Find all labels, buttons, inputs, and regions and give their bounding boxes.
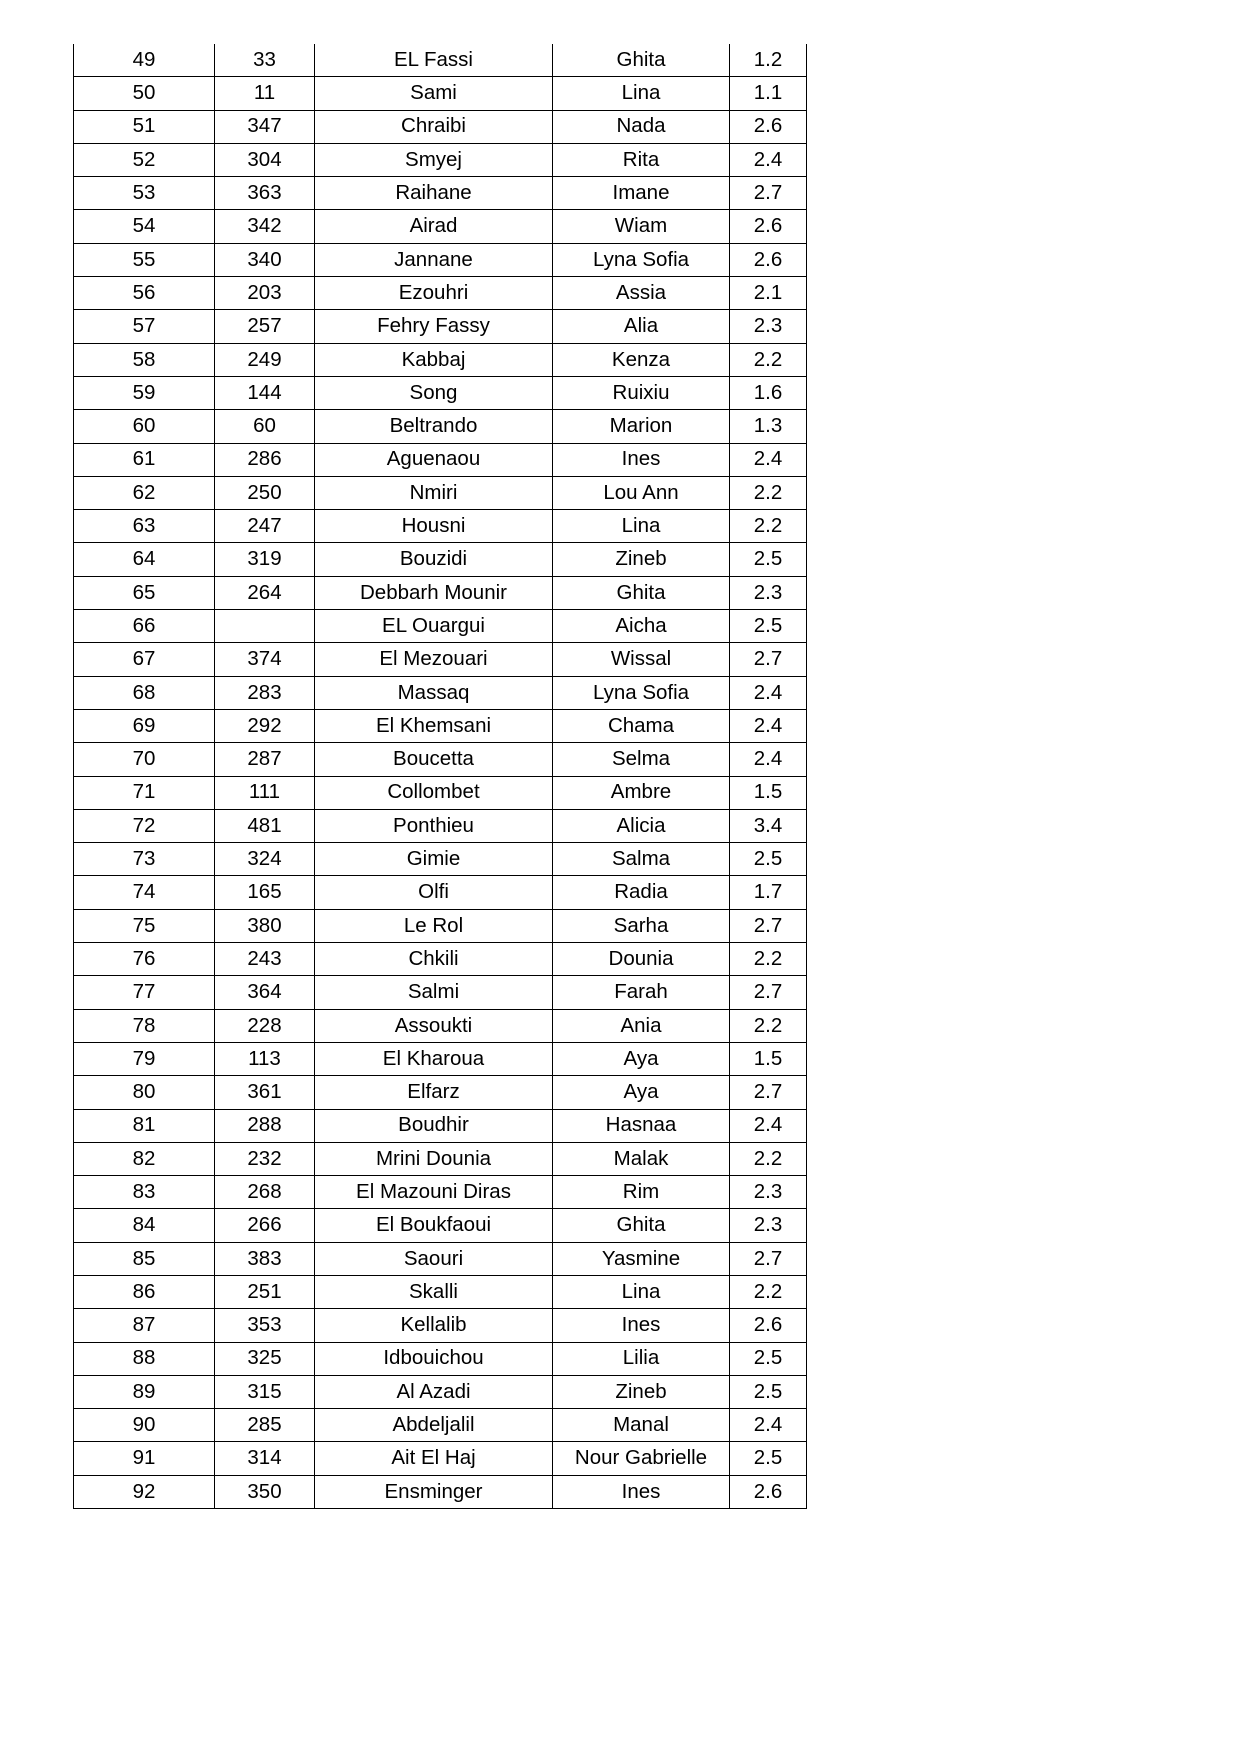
table-row — [74, 1142, 807, 1175]
score-cell: 2.6 — [730, 1309, 807, 1342]
row-number-cell: 49 — [74, 44, 215, 77]
first-name-cell: Aicha — [553, 610, 730, 643]
first-name-cell: Lou Ann — [553, 476, 730, 509]
table-row — [74, 310, 807, 343]
first-name-cell: Rim — [553, 1176, 730, 1209]
score-cell: 2.2 — [730, 510, 807, 543]
id-cell: 304 — [215, 143, 315, 176]
last-name-cell: Abdeljalil — [315, 1409, 553, 1442]
score-cell: 2.3 — [730, 576, 807, 609]
score-cell: 1.5 — [730, 776, 807, 809]
last-name-cell: El Mezouari — [315, 643, 553, 676]
last-name-cell: Al Azadi — [315, 1375, 553, 1408]
last-name-cell: Massaq — [315, 676, 553, 709]
table-row — [74, 776, 807, 809]
id-cell: 363 — [215, 177, 315, 210]
score-cell: 2.4 — [730, 1109, 807, 1142]
table-row — [74, 210, 807, 243]
row-number-cell: 52 — [74, 143, 215, 176]
row-number-cell: 50 — [74, 77, 215, 110]
row-number-cell: 51 — [74, 110, 215, 143]
id-cell: 288 — [215, 1109, 315, 1142]
last-name-cell: Sami — [315, 77, 553, 110]
table-row — [74, 243, 807, 276]
table-row — [74, 277, 807, 310]
last-name-cell: Idbouichou — [315, 1342, 553, 1375]
table-row — [74, 1209, 807, 1242]
results-table-body — [74, 44, 807, 1509]
first-name-cell: Marion — [553, 410, 730, 443]
table-row — [74, 843, 807, 876]
table-row — [74, 376, 807, 409]
last-name-cell: Boucetta — [315, 743, 553, 776]
score-cell: 2.5 — [730, 1442, 807, 1475]
first-name-cell: Ghita — [553, 576, 730, 609]
table-row — [74, 177, 807, 210]
id-cell: 249 — [215, 343, 315, 376]
table-row — [74, 709, 807, 742]
score-cell: 2.2 — [730, 1275, 807, 1308]
table-row — [74, 1176, 807, 1209]
table-row — [74, 1409, 807, 1442]
first-name-cell: Nada — [553, 110, 730, 143]
score-cell: 2.2 — [730, 1009, 807, 1042]
row-number-cell: 78 — [74, 1009, 215, 1042]
first-name-cell: Ines — [553, 1475, 730, 1508]
last-name-cell: El Kharoua — [315, 1042, 553, 1075]
last-name-cell: Skalli — [315, 1275, 553, 1308]
first-name-cell: Salma — [553, 843, 730, 876]
table-row — [74, 443, 807, 476]
first-name-cell: Lina — [553, 77, 730, 110]
last-name-cell: Olfi — [315, 876, 553, 909]
first-name-cell: Zineb — [553, 1375, 730, 1408]
last-name-cell: Ait El Haj — [315, 1442, 553, 1475]
row-number-cell: 56 — [74, 277, 215, 310]
table-row — [74, 1109, 807, 1142]
score-cell: 2.7 — [730, 177, 807, 210]
score-cell: 2.4 — [730, 743, 807, 776]
score-cell: 2.3 — [730, 1209, 807, 1242]
table-row — [74, 943, 807, 976]
row-number-cell: 92 — [74, 1475, 215, 1508]
id-cell: 247 — [215, 510, 315, 543]
first-name-cell: Radia — [553, 876, 730, 909]
last-name-cell: EL Fassi — [315, 44, 553, 77]
first-name-cell: Aya — [553, 1076, 730, 1109]
row-number-cell: 63 — [74, 510, 215, 543]
table-row — [74, 110, 807, 143]
first-name-cell: Wiam — [553, 210, 730, 243]
id-cell: 264 — [215, 576, 315, 609]
score-cell: 1.5 — [730, 1042, 807, 1075]
first-name-cell: Yasmine — [553, 1242, 730, 1275]
last-name-cell: Ponthieu — [315, 809, 553, 842]
score-cell: 1.1 — [730, 77, 807, 110]
first-name-cell: Dounia — [553, 943, 730, 976]
table-row — [74, 77, 807, 110]
id-cell: 11 — [215, 77, 315, 110]
first-name-cell: Wissal — [553, 643, 730, 676]
last-name-cell: Fehry Fassy — [315, 310, 553, 343]
id-cell: 364 — [215, 976, 315, 1009]
row-number-cell: 70 — [74, 743, 215, 776]
table-row — [74, 510, 807, 543]
first-name-cell: Zineb — [553, 543, 730, 576]
last-name-cell: Beltrando — [315, 410, 553, 443]
id-cell: 113 — [215, 1042, 315, 1075]
row-number-cell: 65 — [74, 576, 215, 609]
table-row — [74, 576, 807, 609]
last-name-cell: Chkili — [315, 943, 553, 976]
id-cell: 33 — [215, 44, 315, 77]
first-name-cell: Rita — [553, 143, 730, 176]
last-name-cell: Smyej — [315, 143, 553, 176]
row-number-cell: 62 — [74, 476, 215, 509]
row-number-cell: 68 — [74, 676, 215, 709]
first-name-cell: Lyna Sofia — [553, 676, 730, 709]
first-name-cell: Ghita — [553, 44, 730, 77]
last-name-cell: Housni — [315, 510, 553, 543]
score-cell: 2.5 — [730, 1342, 807, 1375]
row-number-cell: 89 — [74, 1375, 215, 1408]
first-name-cell: Manal — [553, 1409, 730, 1442]
score-cell: 1.7 — [730, 876, 807, 909]
score-cell: 2.7 — [730, 643, 807, 676]
id-cell: 347 — [215, 110, 315, 143]
last-name-cell: Le Rol — [315, 909, 553, 942]
row-number-cell: 67 — [74, 643, 215, 676]
score-cell: 1.6 — [730, 376, 807, 409]
row-number-cell: 80 — [74, 1076, 215, 1109]
table-row — [74, 1342, 807, 1375]
score-cell: 2.6 — [730, 110, 807, 143]
row-number-cell: 76 — [74, 943, 215, 976]
row-number-cell: 71 — [74, 776, 215, 809]
row-number-cell: 85 — [74, 1242, 215, 1275]
row-number-cell: 60 — [74, 410, 215, 443]
row-number-cell: 84 — [74, 1209, 215, 1242]
table-row — [74, 809, 807, 842]
row-number-cell: 86 — [74, 1275, 215, 1308]
id-cell: 315 — [215, 1375, 315, 1408]
last-name-cell: El Mazouni Diras — [315, 1176, 553, 1209]
table-row — [74, 476, 807, 509]
last-name-cell: Gimie — [315, 843, 553, 876]
score-cell: 2.7 — [730, 1242, 807, 1275]
row-number-cell: 77 — [74, 976, 215, 1009]
row-number-cell: 54 — [74, 210, 215, 243]
score-cell: 2.4 — [730, 676, 807, 709]
first-name-cell: Assia — [553, 277, 730, 310]
table-row — [74, 143, 807, 176]
first-name-cell: Hasnaa — [553, 1109, 730, 1142]
row-number-cell: 57 — [74, 310, 215, 343]
id-cell: 286 — [215, 443, 315, 476]
last-name-cell: Nmiri — [315, 476, 553, 509]
score-cell: 3.4 — [730, 809, 807, 842]
last-name-cell: Bouzidi — [315, 543, 553, 576]
row-number-cell: 66 — [74, 610, 215, 643]
last-name-cell: Kellalib — [315, 1309, 553, 1342]
id-cell: 361 — [215, 1076, 315, 1109]
table-row — [74, 1242, 807, 1275]
id-cell: 165 — [215, 876, 315, 909]
first-name-cell: Lyna Sofia — [553, 243, 730, 276]
table-row — [74, 343, 807, 376]
table-row — [74, 610, 807, 643]
id-cell: 243 — [215, 943, 315, 976]
id-cell: 481 — [215, 809, 315, 842]
first-name-cell: Alia — [553, 310, 730, 343]
id-cell: 285 — [215, 1409, 315, 1442]
id-cell: 60 — [215, 410, 315, 443]
table-row — [74, 909, 807, 942]
row-number-cell: 87 — [74, 1309, 215, 1342]
score-cell: 2.6 — [730, 210, 807, 243]
row-number-cell: 73 — [74, 843, 215, 876]
last-name-cell: Ezouhri — [315, 277, 553, 310]
table-row — [74, 1275, 807, 1308]
last-name-cell: Salmi — [315, 976, 553, 1009]
score-cell: 2.3 — [730, 1176, 807, 1209]
row-number-cell: 83 — [74, 1176, 215, 1209]
last-name-cell: Jannane — [315, 243, 553, 276]
first-name-cell: Lilia — [553, 1342, 730, 1375]
last-name-cell: Ensminger — [315, 1475, 553, 1508]
last-name-cell: Song — [315, 376, 553, 409]
first-name-cell: Nour Gabrielle — [553, 1442, 730, 1475]
id-cell: 250 — [215, 476, 315, 509]
row-number-cell: 55 — [74, 243, 215, 276]
table-row — [74, 976, 807, 1009]
table-row — [74, 643, 807, 676]
table-row — [74, 743, 807, 776]
table-row — [74, 1009, 807, 1042]
score-cell: 2.7 — [730, 1076, 807, 1109]
last-name-cell: Airad — [315, 210, 553, 243]
score-cell: 2.5 — [730, 1375, 807, 1408]
score-cell: 2.5 — [730, 543, 807, 576]
table-row — [74, 1442, 807, 1475]
first-name-cell: Imane — [553, 177, 730, 210]
id-cell: 380 — [215, 909, 315, 942]
id-cell — [215, 610, 315, 643]
last-name-cell: Raihane — [315, 177, 553, 210]
row-number-cell: 88 — [74, 1342, 215, 1375]
score-cell: 2.4 — [730, 443, 807, 476]
id-cell: 287 — [215, 743, 315, 776]
id-cell: 251 — [215, 1275, 315, 1308]
first-name-cell: Ines — [553, 443, 730, 476]
row-number-cell: 61 — [74, 443, 215, 476]
id-cell: 292 — [215, 709, 315, 742]
score-cell: 2.3 — [730, 310, 807, 343]
row-number-cell: 90 — [74, 1409, 215, 1442]
first-name-cell: Lina — [553, 1275, 730, 1308]
row-number-cell: 69 — [74, 709, 215, 742]
table-row — [74, 1042, 807, 1075]
row-number-cell: 91 — [74, 1442, 215, 1475]
first-name-cell: Farah — [553, 976, 730, 1009]
id-cell: 383 — [215, 1242, 315, 1275]
last-name-cell: Chraibi — [315, 110, 553, 143]
row-number-cell: 81 — [74, 1109, 215, 1142]
id-cell: 324 — [215, 843, 315, 876]
score-cell: 2.1 — [730, 277, 807, 310]
id-cell: 266 — [215, 1209, 315, 1242]
table-row — [74, 1309, 807, 1342]
score-cell: 2.2 — [730, 476, 807, 509]
score-cell: 2.5 — [730, 843, 807, 876]
id-cell: 314 — [215, 1442, 315, 1475]
first-name-cell: Selma — [553, 743, 730, 776]
score-cell: 2.6 — [730, 1475, 807, 1508]
last-name-cell: El Boukfaoui — [315, 1209, 553, 1242]
id-cell: 319 — [215, 543, 315, 576]
last-name-cell: El Khemsani — [315, 709, 553, 742]
row-number-cell: 79 — [74, 1042, 215, 1075]
score-cell: 2.4 — [730, 143, 807, 176]
table-row — [74, 1375, 807, 1408]
table-row — [74, 676, 807, 709]
id-cell: 232 — [215, 1142, 315, 1175]
first-name-cell: Ruixiu — [553, 376, 730, 409]
row-number-cell: 72 — [74, 809, 215, 842]
id-cell: 353 — [215, 1309, 315, 1342]
last-name-cell: Kabbaj — [315, 343, 553, 376]
score-cell: 2.6 — [730, 243, 807, 276]
first-name-cell: Ghita — [553, 1209, 730, 1242]
table-row — [74, 410, 807, 443]
score-cell: 1.2 — [730, 44, 807, 77]
table-row — [74, 543, 807, 576]
first-name-cell: Lina — [553, 510, 730, 543]
first-name-cell: Ania — [553, 1009, 730, 1042]
score-cell: 2.4 — [730, 709, 807, 742]
row-number-cell: 64 — [74, 543, 215, 576]
id-cell: 342 — [215, 210, 315, 243]
last-name-cell: Collombet — [315, 776, 553, 809]
first-name-cell: Alicia — [553, 809, 730, 842]
id-cell: 228 — [215, 1009, 315, 1042]
row-number-cell: 75 — [74, 909, 215, 942]
last-name-cell: Boudhir — [315, 1109, 553, 1142]
id-cell: 268 — [215, 1176, 315, 1209]
last-name-cell: Saouri — [315, 1242, 553, 1275]
last-name-cell: Debbarh Mounir — [315, 576, 553, 609]
row-number-cell: 82 — [74, 1142, 215, 1175]
score-cell: 2.2 — [730, 1142, 807, 1175]
id-cell: 325 — [215, 1342, 315, 1375]
score-cell: 2.4 — [730, 1409, 807, 1442]
table-row — [74, 1475, 807, 1508]
id-cell: 111 — [215, 776, 315, 809]
row-number-cell: 59 — [74, 376, 215, 409]
score-cell: 2.7 — [730, 976, 807, 1009]
id-cell: 257 — [215, 310, 315, 343]
results-table — [73, 44, 807, 1509]
first-name-cell: Ines — [553, 1309, 730, 1342]
last-name-cell: Mrini Dounia — [315, 1142, 553, 1175]
score-cell: 1.3 — [730, 410, 807, 443]
first-name-cell: Kenza — [553, 343, 730, 376]
id-cell: 203 — [215, 277, 315, 310]
table-row — [74, 44, 807, 77]
id-cell: 283 — [215, 676, 315, 709]
row-number-cell: 58 — [74, 343, 215, 376]
score-cell: 2.2 — [730, 343, 807, 376]
id-cell: 350 — [215, 1475, 315, 1508]
score-cell: 2.7 — [730, 909, 807, 942]
table-row — [74, 1076, 807, 1109]
last-name-cell: Assoukti — [315, 1009, 553, 1042]
id-cell: 340 — [215, 243, 315, 276]
id-cell: 374 — [215, 643, 315, 676]
row-number-cell: 74 — [74, 876, 215, 909]
last-name-cell: Elfarz — [315, 1076, 553, 1109]
last-name-cell: EL Ouargui — [315, 610, 553, 643]
score-cell: 2.5 — [730, 610, 807, 643]
first-name-cell: Chama — [553, 709, 730, 742]
row-number-cell: 53 — [74, 177, 215, 210]
first-name-cell: Aya — [553, 1042, 730, 1075]
first-name-cell: Sarha — [553, 909, 730, 942]
table-row — [74, 876, 807, 909]
first-name-cell: Ambre — [553, 776, 730, 809]
last-name-cell: Aguenaou — [315, 443, 553, 476]
id-cell: 144 — [215, 376, 315, 409]
score-cell: 2.2 — [730, 943, 807, 976]
first-name-cell: Malak — [553, 1142, 730, 1175]
